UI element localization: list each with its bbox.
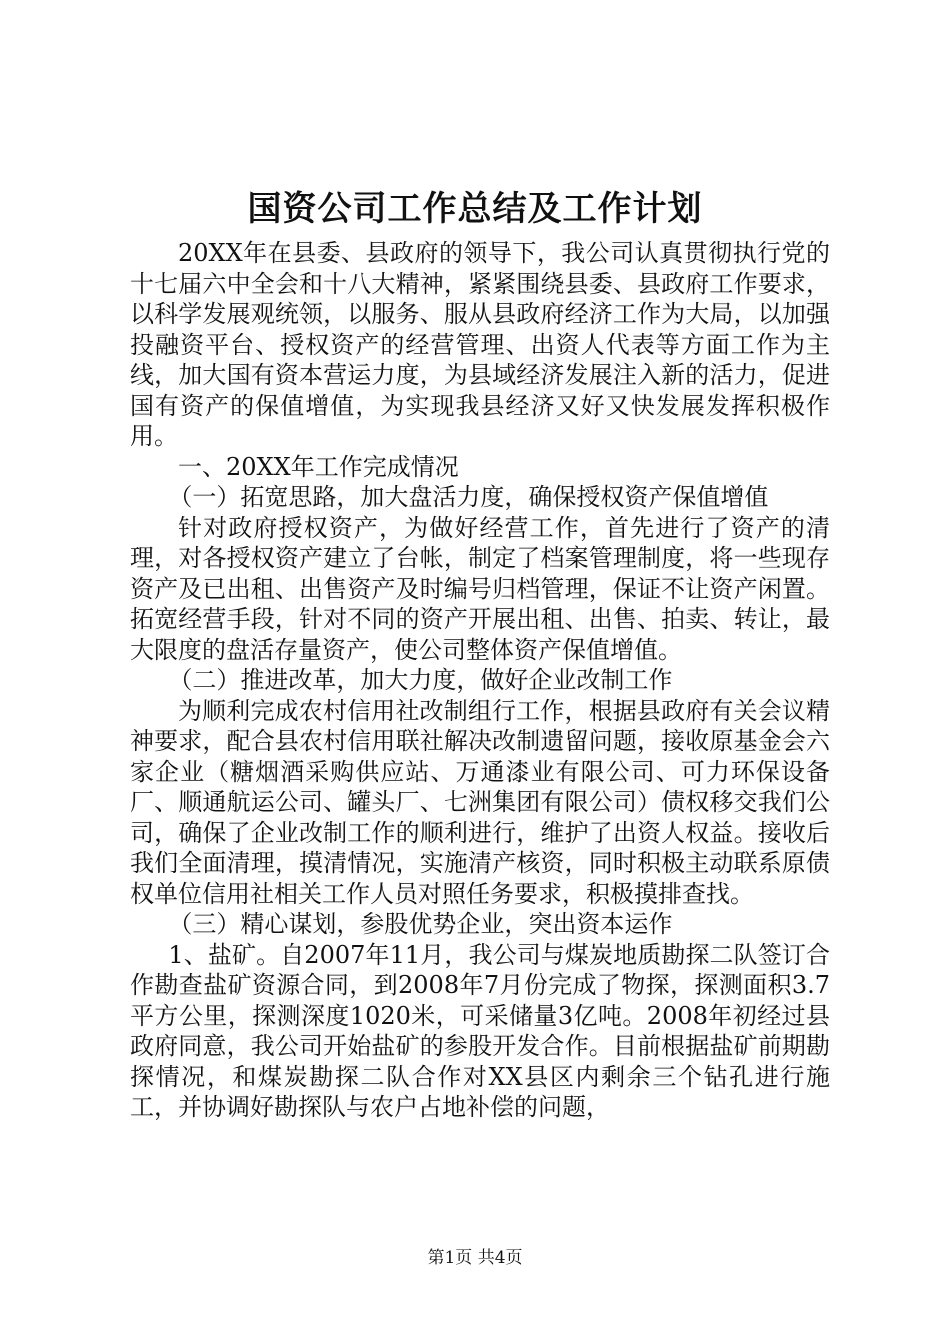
subsection-heading-3: （三）精心谋划，参股优势企业，突出资本运作 bbox=[168, 910, 673, 938]
body-paragraph: 1、盐矿。自2007年11月，我公司与煤炭地质勘探二队签订合作勘查盐矿资源合同，到2008年7月份完成了物探，探测面积3.7平方公里，探测深度1020米，可采储量3亿吨。2008年初经过县政府同意，我公司开始盐矿的参股开发合作。目前根据盐矿前期勘探情况，和煤炭勘探二队合作对XX县区内剩余三个钻孔进行施工，并协调好勘探队与农户占地补偿的问题， bbox=[130, 940, 830, 1121]
page-footer: 第1页 共4页 bbox=[427, 1248, 523, 1268]
body-paragraph: 为顺利完成农村信用社改制组行工作，根据县政府有关会议精神要求，配合县农村信用联社解决改制遗留问题，接收原基金会六家企业（糖烟酒采购供应站、万通漆业有限公司、可力环保设备厂、顺通航运公司、罐头厂、七洲集团有限公司）债权移交我们公司，确保了企业改制工作的顺利进行，维护了出资人权益。接收后我们全面清理，摸清情况，实施清产核资，同时积极主动联系原债权单位信用社相关工作人员对照任务要求，积极摸排查找。 bbox=[130, 696, 830, 908]
section-heading-1: 一、20XX年工作完成情况 bbox=[178, 452, 459, 481]
subsection-heading-2: （二）推进改革，加大力度，做好企业改制工作 bbox=[168, 666, 673, 694]
body-paragraph: 针对政府授权资产，为做好经营工作，首先进行了资产的清理，对各授权资产建立了台帐，制定了档案管理制度，将一些现存资产及已出租、出售资产及时编号归档管理，保证不让资产闲置。拓宽经营手段，针对不同的资产开展出租、出售、拍卖、转让，最大限度的盘活存量资产，使公司整体资产保值增值。 bbox=[130, 513, 830, 664]
subsection-heading-1: （一）拓宽思路，加大盘活力度，确保授权资产保值增值 bbox=[168, 483, 769, 511]
document-body bbox=[130, 238, 830, 1123]
intro-paragraph: 20XX年在县委、县政府的领导下，我公司认真贯彻执行党的十七届六中全会和十八大精神，紧紧围绕县委、县政府工作要求，以科学发展观统领，以服务、服从县政府经济工作为大局，以加强投融资平台、授权资产的经营管理、出资人代表等方面工作为主线，加大国有资本营运力度，为县域经济发展注入新的活力，促进国有资产的保值增值，为实现我县经济又好又快发展发挥积极作用。 bbox=[130, 239, 830, 450]
document-title: 国资公司工作总结及工作计划 bbox=[247, 189, 703, 229]
